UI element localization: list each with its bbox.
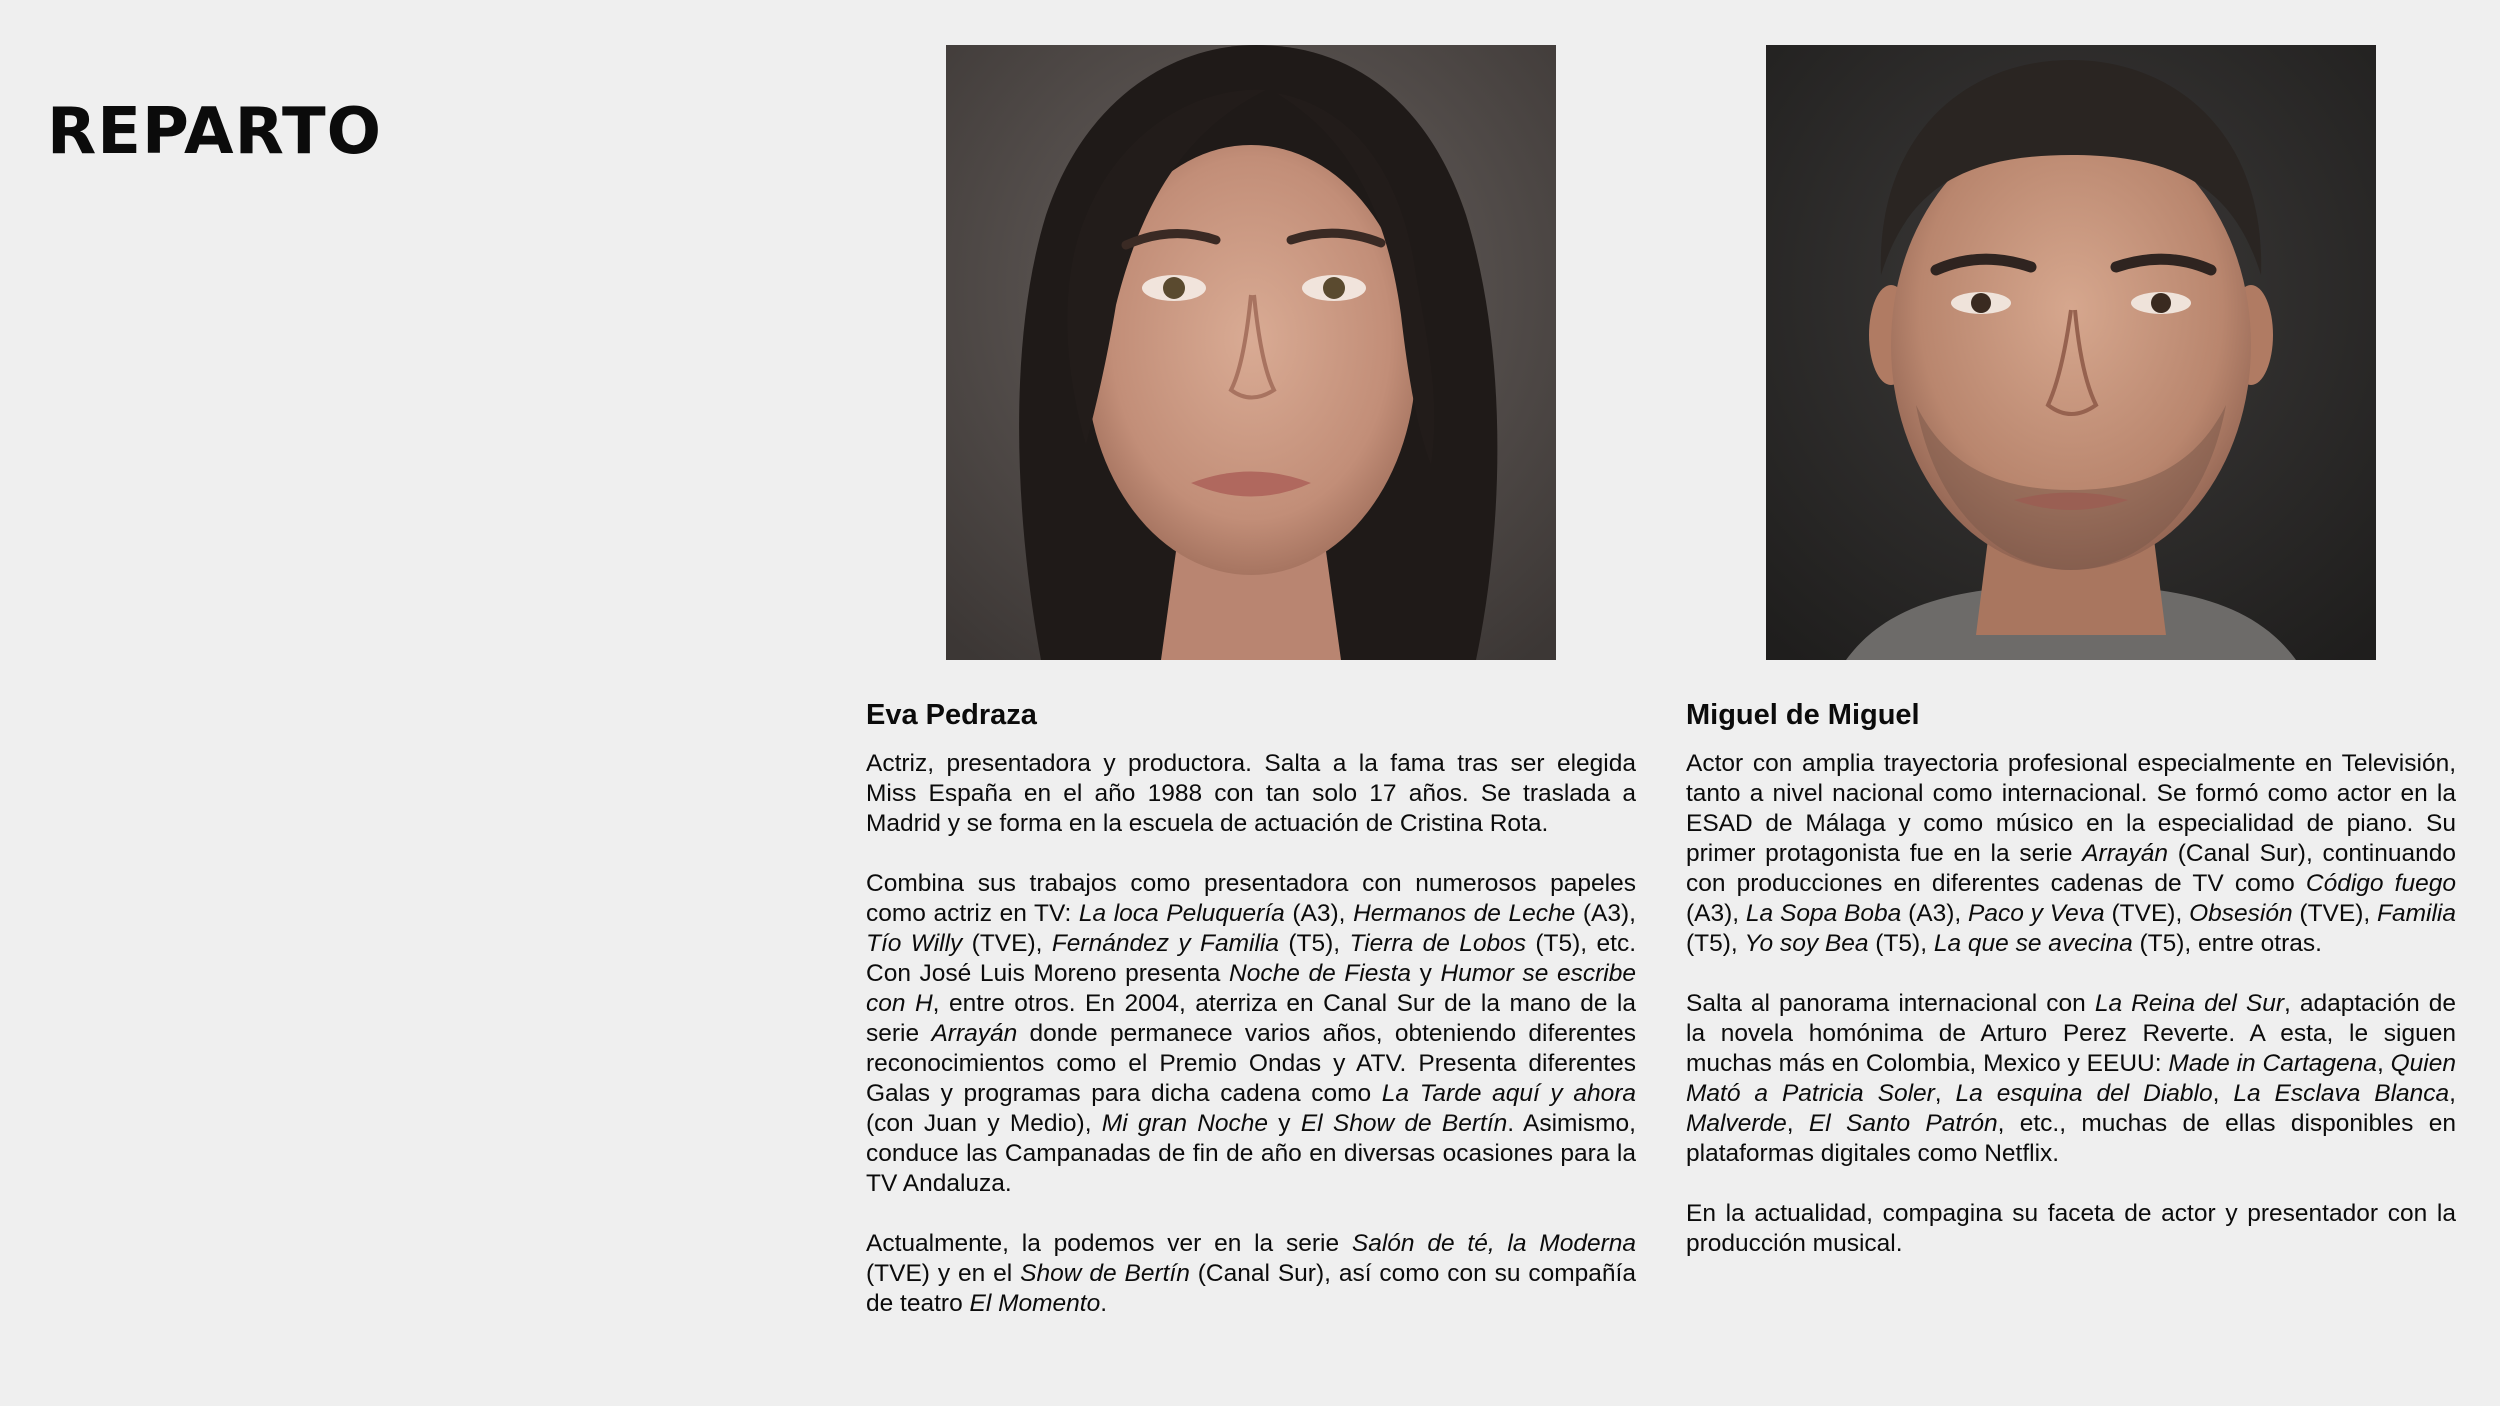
cast-bio	[1686, 749, 2456, 1259]
bio-text: y	[1411, 959, 1441, 987]
bio-text: Combina sus trabajos como presentadora con numerosos papeles como actriz en TV:	[866, 869, 1636, 927]
bio-paragraph	[1686, 989, 2456, 1169]
bio-text: ,	[1934, 1079, 1956, 1107]
bio-title-italic: Tío Willy	[866, 929, 963, 957]
cast-name: Miguel de Miguel	[1686, 699, 1920, 731]
cast-card-miguel-de-miguel	[1686, 45, 2456, 1259]
bio-title-italic: Made in Cartagena	[2168, 1049, 2377, 1077]
bio-title-italic: Quien Mató a Patricia Soler	[1686, 1049, 2457, 1107]
bio-text: (T5),	[1868, 929, 1934, 957]
bio-title-italic: Arrayán	[2082, 839, 2168, 867]
bio-text: , adaptación de la novela homónima de Arturo Perez Reverte. A esta, le siguen muchas más en Colombia, Mexico y EEUU:	[1686, 989, 2456, 1077]
bio-paragraph	[866, 749, 1636, 839]
bio-text: . Asimismo, conduce las Campanadas de fin de año en diversas ocasiones para la TV Andaluza.	[866, 1109, 1636, 1197]
bio-text: (TVE) y en el	[866, 1259, 1021, 1287]
bio-title-italic: La Tarde aquí y ahora	[1381, 1079, 1636, 1107]
bio-title-italic: Código fuego	[2305, 869, 2456, 897]
bio-title-italic: Fernández y Familia	[1051, 929, 1279, 957]
bio-text: Actriz, presentadora y productora. Salta a la fama tras ser elegida Miss España en el año 1988 con tan solo 17 años. Se traslada a Madrid y se forma en la escuela de actuación de Cristina Rota.	[866, 749, 1636, 837]
bio-title-italic: Humor se escribe con H	[866, 959, 1637, 1017]
bio-text: (T5), entre otras.	[2132, 929, 2322, 957]
bio-title-italic: Hermanos de Leche	[1353, 899, 1576, 927]
bio-title-italic: Show de Bertín	[1020, 1259, 1190, 1287]
bio-text: (TVE),	[962, 929, 1052, 957]
bio-title-italic: Mi gran Noche	[1101, 1109, 1269, 1137]
bio-paragraph	[866, 1229, 1636, 1319]
bio-title-italic: Malverde	[1686, 1109, 1787, 1137]
bio-paragraph	[1686, 1199, 2456, 1259]
bio-text: , etc., muchas de ellas disponibles en plataformas digitales como Netflix.	[1686, 1109, 2456, 1167]
bio-title-italic: La Reina del Sur	[2094, 989, 2284, 1017]
bio-text: Actor con amplia trayectoria profesional especialmente en Televisión, tanto a nivel nacional como internacional. Se formó como actor en la ESAD de Málaga y como músico en la especialidad de piano. Su primer protagonista fue en la serie	[1686, 749, 2456, 867]
bio-paragraph	[866, 869, 1636, 1199]
bio-text: En la actualidad, compagina su faceta de actor y presentador con la producción musical.	[1686, 1199, 2456, 1257]
bio-title-italic: El Momento	[969, 1289, 1101, 1317]
bio-text: (T5),	[1686, 929, 1745, 957]
bio-title-italic: El Santo Patrón	[1808, 1109, 1998, 1137]
bio-text: (T5), etc. Con José Luis Moreno presenta	[866, 929, 1636, 987]
bio-title-italic: Paco y Veva	[1968, 899, 2105, 927]
bio-text: (A3),	[1901, 899, 1968, 927]
bio-title-italic: La Sopa Boba	[1745, 899, 1902, 927]
bio-text: (T5),	[1278, 929, 1350, 957]
bio-text: (Canal Sur), continuando con producciones en diferentes cadenas de TV como	[1686, 839, 2456, 897]
bio-title-italic: Arrayán	[931, 1019, 1018, 1047]
bio-text: (A3),	[1575, 899, 1636, 927]
bio-title-italic: La esquina del Diablo	[1955, 1079, 2213, 1107]
bio-paragraph	[1686, 749, 2456, 959]
bio-title-italic: El Show de Bertín	[1300, 1109, 1508, 1137]
bio-text: ,	[2376, 1049, 2391, 1077]
bio-title-italic: La Esclava Blanca	[2233, 1079, 2450, 1107]
bio-text: Actualmente, la podemos ver en la serie	[866, 1229, 1352, 1257]
bio-text: (con Juan y Medio),	[866, 1109, 1102, 1137]
cast-photo	[946, 45, 1556, 660]
bio-text: .	[1100, 1289, 1108, 1317]
cast-bio	[866, 749, 1636, 1319]
bio-title-italic: Yo soy Bea	[1744, 929, 1869, 957]
page-title: REPARTO	[47, 95, 383, 169]
cast-card-eva-pedraza	[866, 45, 1636, 1319]
bio-text: (Canal Sur), así como con su compañía de teatro	[866, 1259, 1636, 1317]
bio-text: ,	[1786, 1109, 1809, 1137]
bio-title-italic: Familia	[2377, 899, 2456, 927]
bio-text: Salta al panorama internacional con	[1686, 989, 2095, 1017]
bio-title-italic: La loca Peluquería	[1078, 899, 1285, 927]
bio-text: (TVE),	[2104, 899, 2190, 927]
bio-title-italic: La que se avecina	[1933, 929, 2133, 957]
bio-text: ,	[2212, 1079, 2234, 1107]
bio-title-italic: Noche de Fiesta	[1229, 959, 1412, 987]
bio-title-italic: Tierra de Lobos	[1349, 929, 1527, 957]
bio-text: (TVE),	[2292, 899, 2378, 927]
bio-text: donde permanece varios años, obteniendo diferentes reconocimientos como el Premio Ondas y ATV. Presenta diferentes Galas y programas para dicha cadena como	[866, 1019, 1636, 1107]
bio-text: (A3),	[1686, 899, 1746, 927]
bio-text: y	[1268, 1109, 1301, 1137]
cast-photo	[1766, 45, 2376, 660]
bio-title-italic: Salón de té, la Moderna	[1351, 1229, 1636, 1257]
cast-name: Eva Pedraza	[866, 699, 1037, 731]
bio-title-italic: Obsesión	[2189, 899, 2293, 927]
bio-text: (A3),	[1284, 899, 1354, 927]
bio-text: ,	[2449, 1079, 2456, 1107]
bio-text: , entre otros. En 2004, aterriza en Canal Sur de la mano de la serie	[866, 989, 1636, 1047]
